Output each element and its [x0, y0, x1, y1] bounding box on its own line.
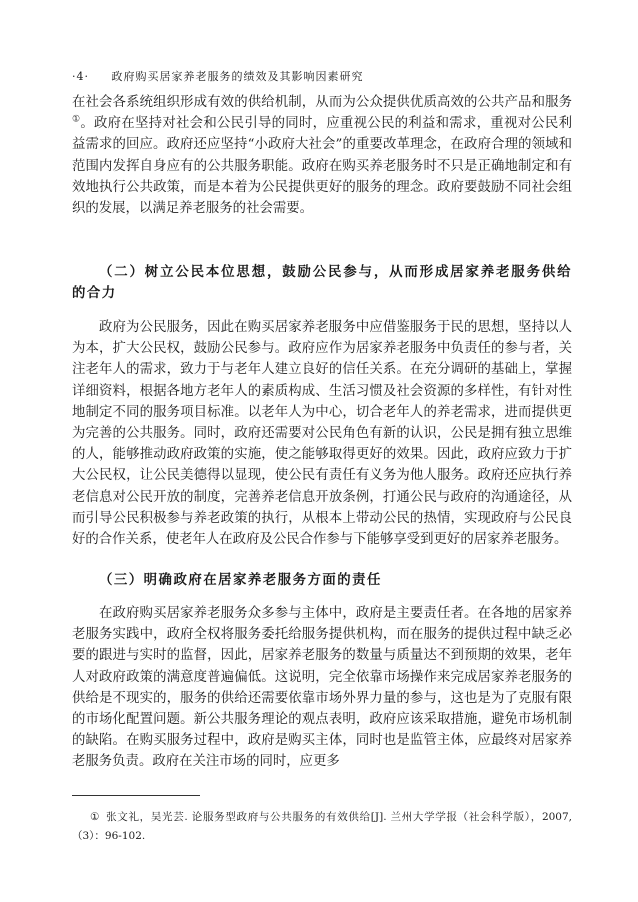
page-number: ·4· — [72, 70, 89, 83]
body-text-block-2 — [72, 262, 572, 304]
section-heading-3: （三）明确政府在居家养老服务方面的责任 — [99, 572, 382, 588]
running-title: 政府购买居家养老服务的绩效及其影响因素研究 — [111, 70, 364, 83]
paragraph-2: 政府为公民服务，因此在购买居家养老服务中应借鉴服务于民的思想，坚持以人为本，扩大公民权，鼓励公民参与。政府应作为居家养老服务中负责任的参与者，关注老年人的需求，致力于与老年人建立良好的信任关系。在充分调研的基础上，掌握详细资料，根据各地方老年人的素质构成、生活习惯及社会资源的多样性，有针对性地制定不同的服务项目标准。以老年人为中心，切合老年人的养老需求，进而提供更为完善的公共服务。同时，政府还需要对公民角色有新的认识，公民是拥有独立思维的人，能够推动政府政策的实施，使之能够取得更好的效果。因此，政府应致力于扩大公民权，让公民美德得以显现，使公民有责任有义务为他人服务。政府还应执行养老信息对公民开放的制度，完善养老信息开放条例，打通公民与政府的沟通途径，从而引导公民积极参与养老政策的执行，从根本上带动公民的热情，实现政府与公民良好的合作关系，使老年人在政府及公民合作参与下能够享受到更好的居家养老服务。 — [72, 320, 572, 548]
paragraph-1-text-b: 。政府在坚持对社会和公民引导的同时，应重视公民的利益和需求，重视对公民利益需求的回应。政府还应坚持“小政府大社会”的重要改革理念，在政府合理的领域和范围内发挥自身应有的公共服务职能。政府在购买养老服务时不只是正确地制定和有效地执行公共政策，而是本着为公民提供更好的服务的理念。政府要鼓励不同社会组织的发展，以满足养老服务的社会需要。 — [72, 116, 572, 217]
running-header — [72, 68, 364, 84]
footnote-reference[interactable]: ① — [72, 114, 81, 125]
footnote — [72, 808, 572, 846]
paragraph-1 — [72, 92, 572, 219]
footnote-divider — [72, 795, 200, 796]
footnote-text: 张文礼，吴光芸. 论服务型政府与公共服务的有效供给[J]. 兰州大学学报（社会科学版），2007,（3）：96-102. — [72, 811, 572, 842]
body-text-block-4 — [72, 570, 572, 591]
paragraph-1-text-a: 在社会各系统组织形成有效的供给机制，从而为公众提供优质高效的公共产品和服务 — [72, 95, 572, 110]
body-text-block-5 — [72, 603, 572, 773]
body-text-block-3 — [72, 317, 572, 550]
section-heading-2: （二）树立公民本位思想，鼓励公民参与，从而形成居家养老服务供给的合力 — [72, 264, 572, 302]
footnote-mark: ① — [90, 811, 101, 823]
paragraph-3: 在政府购买居家养老服务众多参与主体中，政府是主要责任者。在各地的居家养老服务实践中，政府全权将服务委托给服务提供机构，而在服务的提供过程中缺乏必要的跟进与实时的监督，因此，居家养老服务的数量与质量达不到预期的效果，老年人对政府政策的满意度普遍偏低。这说明，完全依靠市场操作来完成居家养老服务的供给是不现实的，服务的供给还需要依靠市场外界力量的参与，这也是为了克服有限的市场化配置问题。新公共服务理论的观点表明，政府应该采取措施，避免市场机制的缺陷。在购买服务过程中，政府是购买主体，同时也是监管主体，应最终对居家养老服务负责。政府在关注市场的同时，应更多 — [72, 606, 572, 770]
body-text-block-1 — [72, 92, 572, 219]
